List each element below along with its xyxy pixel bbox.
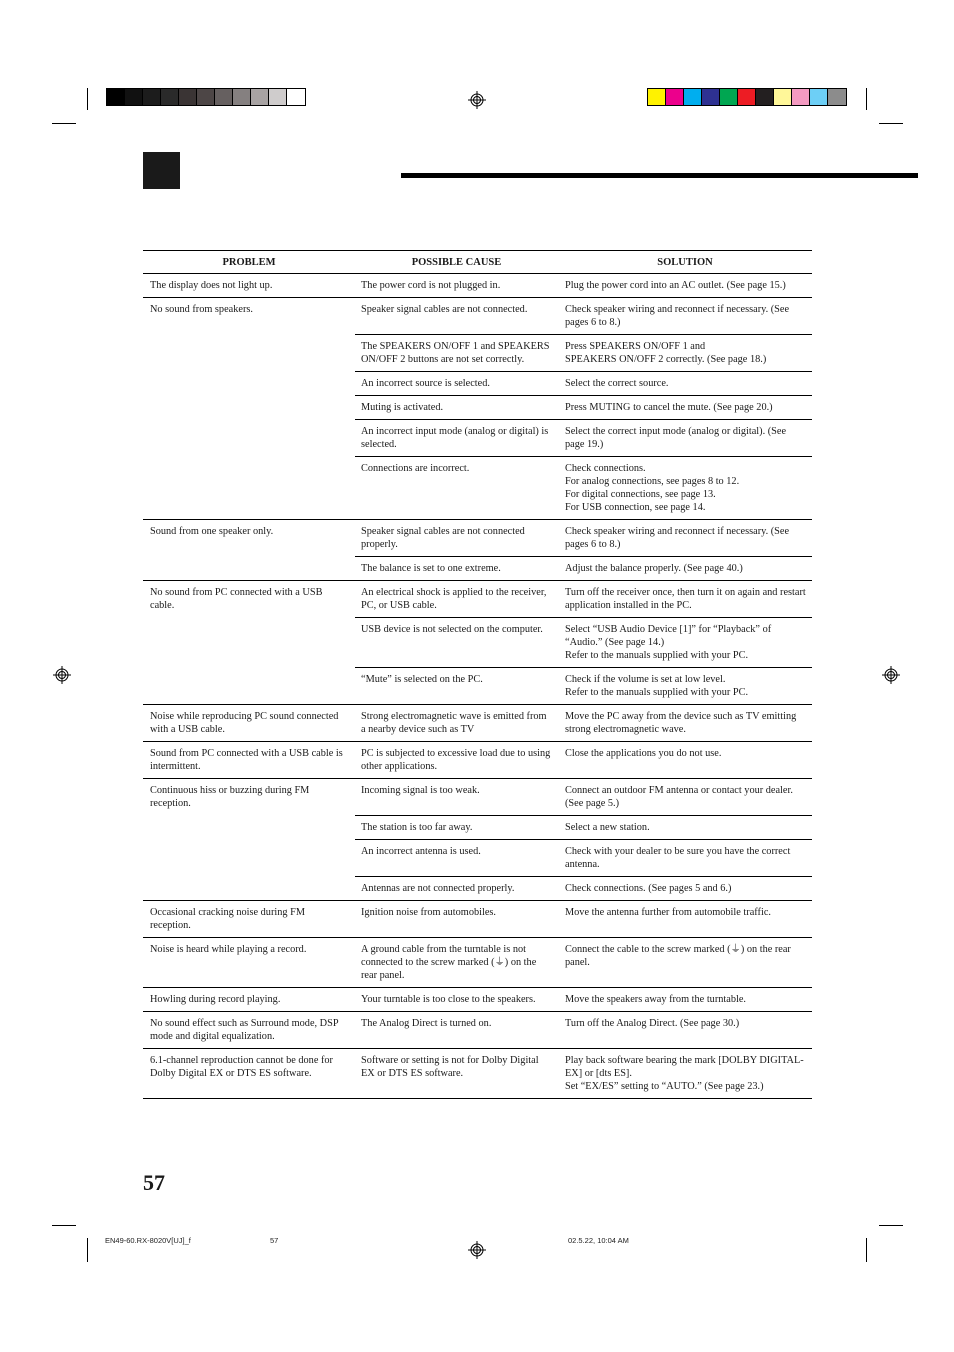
solution-cell: Play back software bearing the mark [DOLBY DIGITAL-EX] or [dts ES]. Set “EX/ES” setting to “AUTO.” (See page 23.) xyxy=(565,1055,804,1092)
table-body xyxy=(143,274,812,1098)
calibration-swatch xyxy=(233,89,251,105)
calibration-swatch xyxy=(810,89,828,105)
cause-cell: Speaker signal cables are not connected properly. xyxy=(361,526,525,550)
solution-cell: Press MUTING to cancel the mute. (See page 20.) xyxy=(565,402,773,413)
cause-solution-list xyxy=(355,705,812,741)
solution-cell: Check connections. For analog connections, see pages 8 to 12. For digital connections, see page 13. For USB connection, see page 14. xyxy=(565,463,740,513)
cause-solution-list xyxy=(355,742,812,778)
problem-cell: Sound from one speaker only. xyxy=(150,526,274,537)
solution-cell: Close the applications you do not use. xyxy=(565,748,722,759)
solution-cell: Select the correct input mode (analog or digital). (See page 19.) xyxy=(565,426,787,450)
cause-solution-list xyxy=(355,779,812,900)
table-row xyxy=(143,901,812,938)
calibration-swatch xyxy=(702,89,720,105)
crop-mark xyxy=(879,1225,903,1226)
cause-cell: Software or setting is not for Dolby Digital EX or DTS ES software. xyxy=(361,1055,539,1079)
header-rule xyxy=(401,173,918,178)
cause-solution-list xyxy=(355,988,812,1011)
crop-mark xyxy=(866,1238,867,1262)
problem-cell: Noise is heard while playing a record. xyxy=(150,944,307,955)
cause-cell: USB device is not selected on the computer. xyxy=(361,624,543,635)
cause-cell: The power cord is not plugged in. xyxy=(361,280,501,291)
solution-cell: Plug the power cord into an AC outlet. (See page 15.) xyxy=(565,280,786,291)
calibration-swatch xyxy=(287,89,305,105)
cause-cell: An incorrect antenna is used. xyxy=(361,846,481,857)
color-calibration-strip xyxy=(647,88,847,106)
table-row xyxy=(143,1049,812,1098)
registration-mark-icon xyxy=(468,1241,486,1259)
calibration-swatch xyxy=(197,89,215,105)
solution-cell: Check speaker wiring and reconnect if necessary. (See pages 6 to 8.) xyxy=(565,304,790,328)
cause-solution-row xyxy=(355,779,812,815)
cause-cell: Incoming signal is too weak. xyxy=(361,785,480,796)
solution-cell: Check speaker wiring and reconnect if necessary. (See pages 6 to 8.) xyxy=(565,526,790,550)
cause-solution-row xyxy=(355,705,812,741)
calibration-swatch xyxy=(720,89,738,105)
solution-cell: Select a new station. xyxy=(565,822,650,833)
cause-solution-row xyxy=(355,617,812,667)
cause-solution-row xyxy=(355,556,812,580)
cause-cell: Ignition noise from automobiles. xyxy=(361,907,496,918)
solution-cell: Turn off the receiver once, then turn it on again and restart application installed in the PC. xyxy=(565,587,806,611)
calibration-swatch xyxy=(125,89,143,105)
calibration-swatch xyxy=(828,89,846,105)
table-row xyxy=(143,988,812,1012)
page-number: 57 xyxy=(143,1170,165,1195)
crop-mark xyxy=(52,123,76,124)
table-row xyxy=(143,705,812,742)
solution-cell: Check if the volume is set at low level. Refer to the manuals supplied with your PC. xyxy=(565,674,749,698)
header-possible-cause: POSSIBLE CAUSE xyxy=(411,256,502,268)
solution-cell: Move the antenna further from automobile traffic. xyxy=(565,907,771,918)
cause-solution-list xyxy=(355,520,812,580)
cause-cell: An incorrect source is selected. xyxy=(361,378,490,389)
cause-solution-row xyxy=(355,520,812,556)
solution-cell: Move the speakers away from the turntable. xyxy=(565,994,746,1005)
solution-cell: Select “USB Audio Device [1]” for “Playback” of “Audio.” (See page 14.) Refer to the manuals supplied with your PC. xyxy=(565,624,772,661)
solution-cell: Connect an outdoor FM antenna or contact your dealer. (See page 5.) xyxy=(565,785,793,809)
cause-solution-list xyxy=(355,298,812,519)
table-row xyxy=(143,742,812,779)
table-row xyxy=(143,779,812,901)
problem-cell: No sound effect such as Surround mode, DSP mode and digital equalization. xyxy=(150,1018,339,1042)
cause-cell: Speaker signal cables are not connected. xyxy=(361,304,528,315)
table-row xyxy=(143,298,812,520)
troubleshooting-table xyxy=(143,250,812,1099)
calibration-swatch xyxy=(648,89,666,105)
crop-mark xyxy=(52,1225,76,1226)
cause-cell: The SPEAKERS ON/OFF 1 and SPEAKERS ON/OFF 2 buttons are not set correctly. xyxy=(361,341,550,365)
table-header xyxy=(143,251,812,274)
problem-cell: No sound from speakers. xyxy=(150,304,253,315)
cause-solution-row xyxy=(355,839,812,876)
cause-solution-row xyxy=(355,876,812,900)
cause-solution-row xyxy=(355,901,812,924)
calibration-swatch xyxy=(179,89,197,105)
solution-cell: Connect the cable to the screw marked (⏚) on the rear panel. xyxy=(565,944,791,968)
cause-solution-list xyxy=(355,938,812,987)
problem-cell: No sound from PC connected with a USB cable. xyxy=(150,587,323,611)
cause-solution-row xyxy=(355,815,812,839)
solution-cell: Check with your dealer to be sure you have the correct antenna. xyxy=(565,846,791,870)
calibration-swatch xyxy=(143,89,161,105)
cause-cell: The Analog Direct is turned on. xyxy=(361,1018,492,1029)
crop-mark xyxy=(87,1238,88,1262)
solution-cell: Adjust the balance properly. (See page 40.) xyxy=(565,563,743,574)
solution-cell: Select the correct source. xyxy=(565,378,669,389)
grayscale-calibration-strip xyxy=(106,88,306,106)
calibration-swatch xyxy=(738,89,756,105)
cause-solution-row xyxy=(355,298,812,334)
problem-cell: Noise while reproducing PC sound connected with a USB cable. xyxy=(150,711,339,735)
table-row xyxy=(143,938,812,988)
table-row xyxy=(143,274,812,298)
cause-solution-row xyxy=(355,395,812,419)
cause-cell: A ground cable from the turntable is not connected to the screw marked (⏚) on the rear panel. xyxy=(361,944,537,981)
cause-cell: Your turntable is too close to the speakers. xyxy=(361,994,536,1005)
cause-solution-row xyxy=(355,456,812,519)
cause-solution-row xyxy=(355,1012,812,1035)
problem-cell: 6.1-channel reproduction cannot be done for Dolby Digital EX or DTS ES software. xyxy=(150,1055,333,1079)
cause-solution-row xyxy=(355,667,812,704)
registration-mark-icon xyxy=(468,91,486,109)
cause-solution-row xyxy=(355,334,812,371)
cause-cell: PC is subjected to excessive load due to using other applications. xyxy=(361,748,551,772)
solution-cell: Move the PC away from the device such as TV emitting strong electromagnetic wave. xyxy=(565,711,797,735)
table-row xyxy=(143,520,812,581)
calibration-swatch xyxy=(684,89,702,105)
cause-cell: Muting is activated. xyxy=(361,402,444,413)
header-problem: PROBLEM xyxy=(222,256,276,268)
cause-solution-list xyxy=(355,581,812,704)
calibration-swatch xyxy=(792,89,810,105)
problem-cell: Continuous hiss or buzzing during FM reception. xyxy=(150,785,310,809)
problem-cell: Occasional cracking noise during FM reception. xyxy=(150,907,305,931)
cause-cell: An incorrect input mode (analog or digital) is selected. xyxy=(361,426,549,450)
registration-mark-icon xyxy=(53,666,71,684)
footer-file-name: EN49-60.RX-8020V[UJ]_f xyxy=(105,1236,191,1245)
problem-cell: Howling during record playing. xyxy=(150,994,281,1005)
section-tab-marker xyxy=(143,152,180,189)
footer-timestamp: 02.5.22, 10:04 AM xyxy=(568,1236,629,1245)
table-row xyxy=(143,1012,812,1049)
crop-mark xyxy=(87,88,88,110)
crop-mark xyxy=(879,123,903,124)
calibration-swatch xyxy=(107,89,125,105)
cause-solution-row xyxy=(355,419,812,456)
cause-solution-list xyxy=(355,274,812,297)
cause-cell: Strong electromagnetic wave is emitted from a nearby device such as TV xyxy=(361,711,547,735)
cause-solution-row xyxy=(355,274,812,297)
cause-cell: The station is too far away. xyxy=(361,822,473,833)
problem-cell: The display does not light up. xyxy=(150,280,273,291)
cause-solution-list xyxy=(355,1012,812,1048)
solution-cell: Press SPEAKERS ON/OFF 1 and SPEAKERS ON/OFF 2 correctly. (See page 18.) xyxy=(565,341,767,365)
registration-mark-icon xyxy=(882,666,900,684)
calibration-swatch xyxy=(251,89,269,105)
cause-solution-row xyxy=(355,988,812,1011)
calibration-swatch xyxy=(269,89,287,105)
cause-cell: An electrical shock is applied to the receiver, PC, or USB cable. xyxy=(361,587,547,611)
cause-solution-list xyxy=(355,901,812,937)
calibration-swatch xyxy=(774,89,792,105)
problem-cell: Sound from PC connected with a USB cable is intermittent. xyxy=(150,748,343,772)
solution-cell: Check connections. (See pages 5 and 6.) xyxy=(565,883,732,894)
calibration-swatch xyxy=(215,89,233,105)
cause-solution-row xyxy=(355,581,812,617)
cause-cell: The balance is set to one extreme. xyxy=(361,563,501,574)
cause-solution-list xyxy=(355,1049,812,1098)
cause-cell: “Mute” is selected on the PC. xyxy=(361,674,483,685)
cause-cell: Connections are incorrect. xyxy=(361,463,470,474)
solution-cell: Turn off the Analog Direct. (See page 30.) xyxy=(565,1018,740,1029)
calibration-swatch xyxy=(756,89,774,105)
calibration-swatch xyxy=(161,89,179,105)
cause-solution-row xyxy=(355,742,812,778)
header-solution: SOLUTION xyxy=(657,256,713,268)
calibration-swatch xyxy=(666,89,684,105)
footer-page: 57 xyxy=(270,1236,279,1245)
table-row xyxy=(143,581,812,705)
cause-cell: Antennas are not connected properly. xyxy=(361,883,515,894)
crop-mark xyxy=(866,88,867,110)
cause-solution-row xyxy=(355,371,812,395)
cause-solution-row xyxy=(355,1049,812,1098)
cause-solution-row xyxy=(355,938,812,987)
